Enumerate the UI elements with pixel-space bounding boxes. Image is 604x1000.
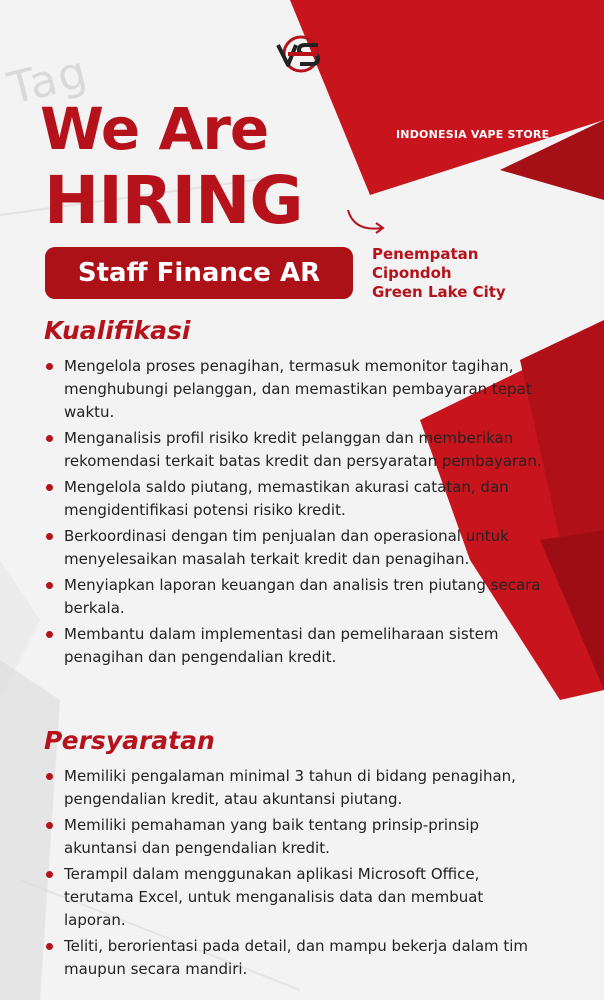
list-item: Menyiapkan laporan keuangan dan analisis tren piutang secara berkala. [46,574,546,620]
location-site: Green Lake City [372,283,506,301]
bullet-icon [46,871,53,878]
position-title: Staff Finance AR [77,258,321,288]
list-item: Berkoordinasi dengan tim penjualan dan operasional untuk menyelesaikan masalah terkait kredit dan penagihan. [46,525,546,571]
vs-logo-icon [272,33,330,75]
location-label: Penempatan [372,245,479,263]
list-item: Memiliki pemahaman yang baik tentang prinsip-prinsip akuntansi dan pengendalian kredit. [46,814,546,860]
bullet-icon [46,822,53,829]
location-block [372,245,506,302]
bullet-icon [46,435,53,442]
bullet-icon [46,943,53,950]
qualifications-title: Kualifikasi [44,316,191,345]
bullet-icon [46,363,53,370]
list-item: Mengelola saldo piutang, memastikan akurasi catatan, dan mengidentifikasi potensi risiko kredit. [46,476,546,522]
watermark-text: Tag [3,46,94,115]
qualifications-list [46,355,546,672]
list-item: Teliti, berorientasi pada detail, dan mampu bekerja dalam tim maupun secara mandiri. [46,935,546,981]
curved-arrow-icon [344,206,390,240]
requirements-title: Persyaratan [44,726,215,755]
position-badge [45,247,353,299]
brand-name: INDONESIA VAPE STORE [396,128,550,141]
headline-line1: We Are [40,95,269,163]
location-district: Cipondoh [372,264,452,282]
list-item: Menganalisis profil risiko kredit pelanggan dan memberikan rekomendasi terkait batas kredit dan persyaratan pembayaran. [46,427,546,473]
bullet-icon [46,582,53,589]
list-item: Membantu dalam implementasi dan pemeliharaan sistem penagihan dan pengendalian kredit. [46,623,546,669]
headline-line2: HIRING [44,162,303,239]
requirements-list [46,765,546,984]
bullet-icon [46,631,53,638]
list-item: Mengelola proses penagihan, termasuk memonitor tagihan, menghubungi pelanggan, dan memastikan pembayaran tepat waktu. [46,355,546,424]
bullet-icon [46,773,53,780]
list-item: Memiliki pengalaman minimal 3 tahun di bidang penagihan, pengendalian kredit, atau akuntansi piutang. [46,765,546,811]
bullet-icon [46,533,53,540]
bullet-icon [46,484,53,491]
list-item: Terampil dalam menggunakan aplikasi Microsoft Office, terutama Excel, untuk menganalisis data dan membuat laporan. [46,863,546,932]
